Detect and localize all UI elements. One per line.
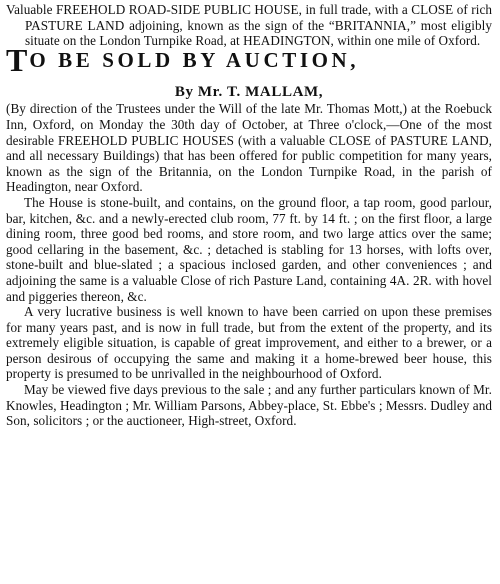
intro-paragraph: Valuable FREEHOLD ROAD-SIDE PUBLIC HOUSE, in full trade, with a CLOSE of rich PASTURE LAND adjoining, known as the sign of the “BRITANNIA,” most eligibly situate on the London Turnpike Road, at HEADINGTON, within one mile of Oxford. (6, 2, 492, 49)
headline-dropcap: T (6, 41, 30, 78)
headline (6, 41, 360, 78)
auctioneer-byline: By Mr. T. MALLAM, (174, 83, 324, 100)
headline-block (6, 41, 492, 85)
headline-text: O BE SOLD BY AUCTION, (29, 47, 360, 72)
business-paragraph: A very lucrative business is well known to have been carried on upon these premises for many years past, and is now in full trade, but from the extent of the property, and its extremely eligible situation, is capable of great improvement, and either to a brewer, or a person desirous of occupying the same and making it a home-brewed beer house, this property is presumed to be unrivalled in the neighbourhood of Oxford. (6, 304, 492, 382)
viewing-paragraph: May be viewed five days previous to the sale ; and any further particulars known of Mr. Knowles, Headington ; Mr. William Parsons, Abbey-place, St. Ebbe's ; Messrs. Dudley and Son, solicitors ; or the auctioneer, High-street, Oxford. (6, 382, 492, 429)
direction-paragraph: (By direction of the Trustees under the Will of the late Mr. Thomas Mott,) at the Roebuck Inn, Oxford, on Monday the 30th day of October, at Three o'clock,—One of the most desirable FREEHOLD PUBLIC HOUSES (with a valuable CLOSE of PASTURE LAND, and all necessary Buildings) that has been offered for public competition for many years, known as the sign of the Britannia, on the London Turnpike Road, in the parish of Headington, near Oxford. (6, 101, 492, 195)
description-paragraph: The House is stone-built, and contains, on the ground floor, a tap room, good parlour, bar, kitchen, &c. and a newly-erected club room, 77 ft. by 14 ft. ; on the first floor, a large dining room, three good bed rooms, and store room, and two large attics over the same; good cellaring in the basement, &c. ; detached is stabling for 13 horses, with lofts over, stone-built and blue-slated ; a spacious inclosed garden, and other conveniences ; and adjoining the same is a valuable Close of rich Pasture Land, containing 4A. 2R. with hovel and piggeries thereon, &c. (6, 194, 492, 304)
